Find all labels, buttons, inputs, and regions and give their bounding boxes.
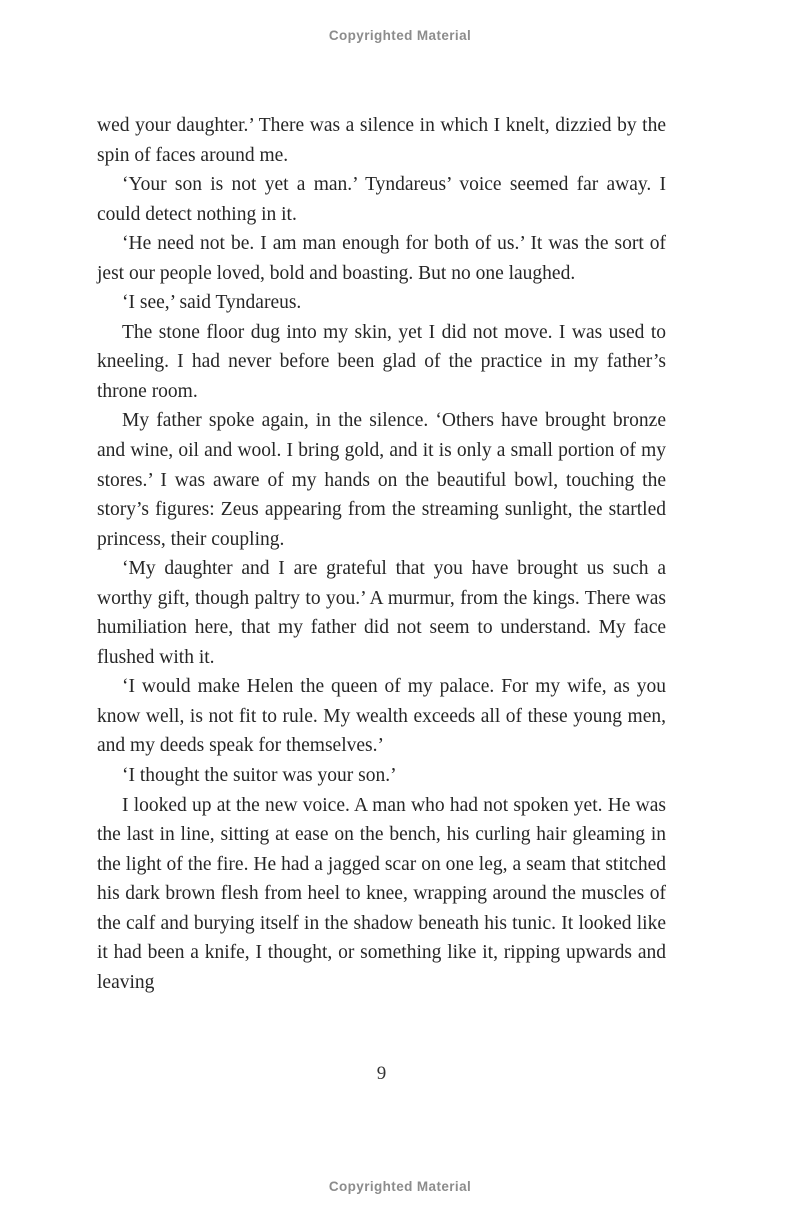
copyright-notice-top: Copyrighted Material	[328, 28, 472, 43]
paragraph: ‘I would make Helen the queen of my palace. For my wife, as you know well, is not fit to rule. My wealth exceeds all of these young men, and my deeds speak for themselves.’	[97, 676, 666, 757]
paragraph: My father spoke again, in the silence. ‘Others have brought bronze and wine, oil and wool. I bring gold, and it is only a small portion of my stores.’ I was aware of my hands on the beautiful bowl, touching the story’s figures: Zeus appearing from the streaming sunlight, the startled princess, their coupling.	[97, 410, 666, 550]
page-number: 9	[376, 1063, 387, 1084]
paragraph: ‘I see,’ said Tyndareus.	[122, 292, 302, 314]
paragraph: The stone floor dug into my skin, yet I did not move. I was used to kneeling. I had never before been glad of the practice in my father’s throne room.	[97, 321, 666, 402]
paragraph: ‘Your son is not yet a man.’ Tyndareus’ voice seemed far away. I could detect nothing in it.	[97, 174, 666, 225]
paragraph: wed your daughter.’ There was a silence in which I knelt, dizzied by the spin of faces around me.	[97, 115, 666, 166]
paragraph: I looked up at the new voice. A man who had not spoken yet. He was the last in line, sitting at ease on the bench, his curling hair gleaming in the light of the fire. He had a jagged scar on one leg, a seam that stitched his dark brown flesh from heel to knee, wrapping around the muscles of the calf and burying itself in the shadow beneath his tunic. It looked like it had been a knife, I thought, or something like it, ripping upwards and leaving	[97, 794, 666, 993]
paragraph: ‘He need not be. I am man enough for both of us.’ It was the sort of jest our people loved, bold and boasting. But no one laughed.	[97, 233, 666, 284]
copyright-notice-bottom: Copyrighted Material	[328, 1179, 472, 1194]
body-text	[97, 111, 666, 997]
paragraph: ‘My daughter and I are grateful that you have brought us such a worthy gift, though paltry to you.’ A murmur, from the kings. There was humiliation here, that my father did not seem to understand. My face flushed with it.	[97, 558, 666, 668]
paragraph: ‘I thought the suitor was your son.’	[122, 765, 397, 787]
